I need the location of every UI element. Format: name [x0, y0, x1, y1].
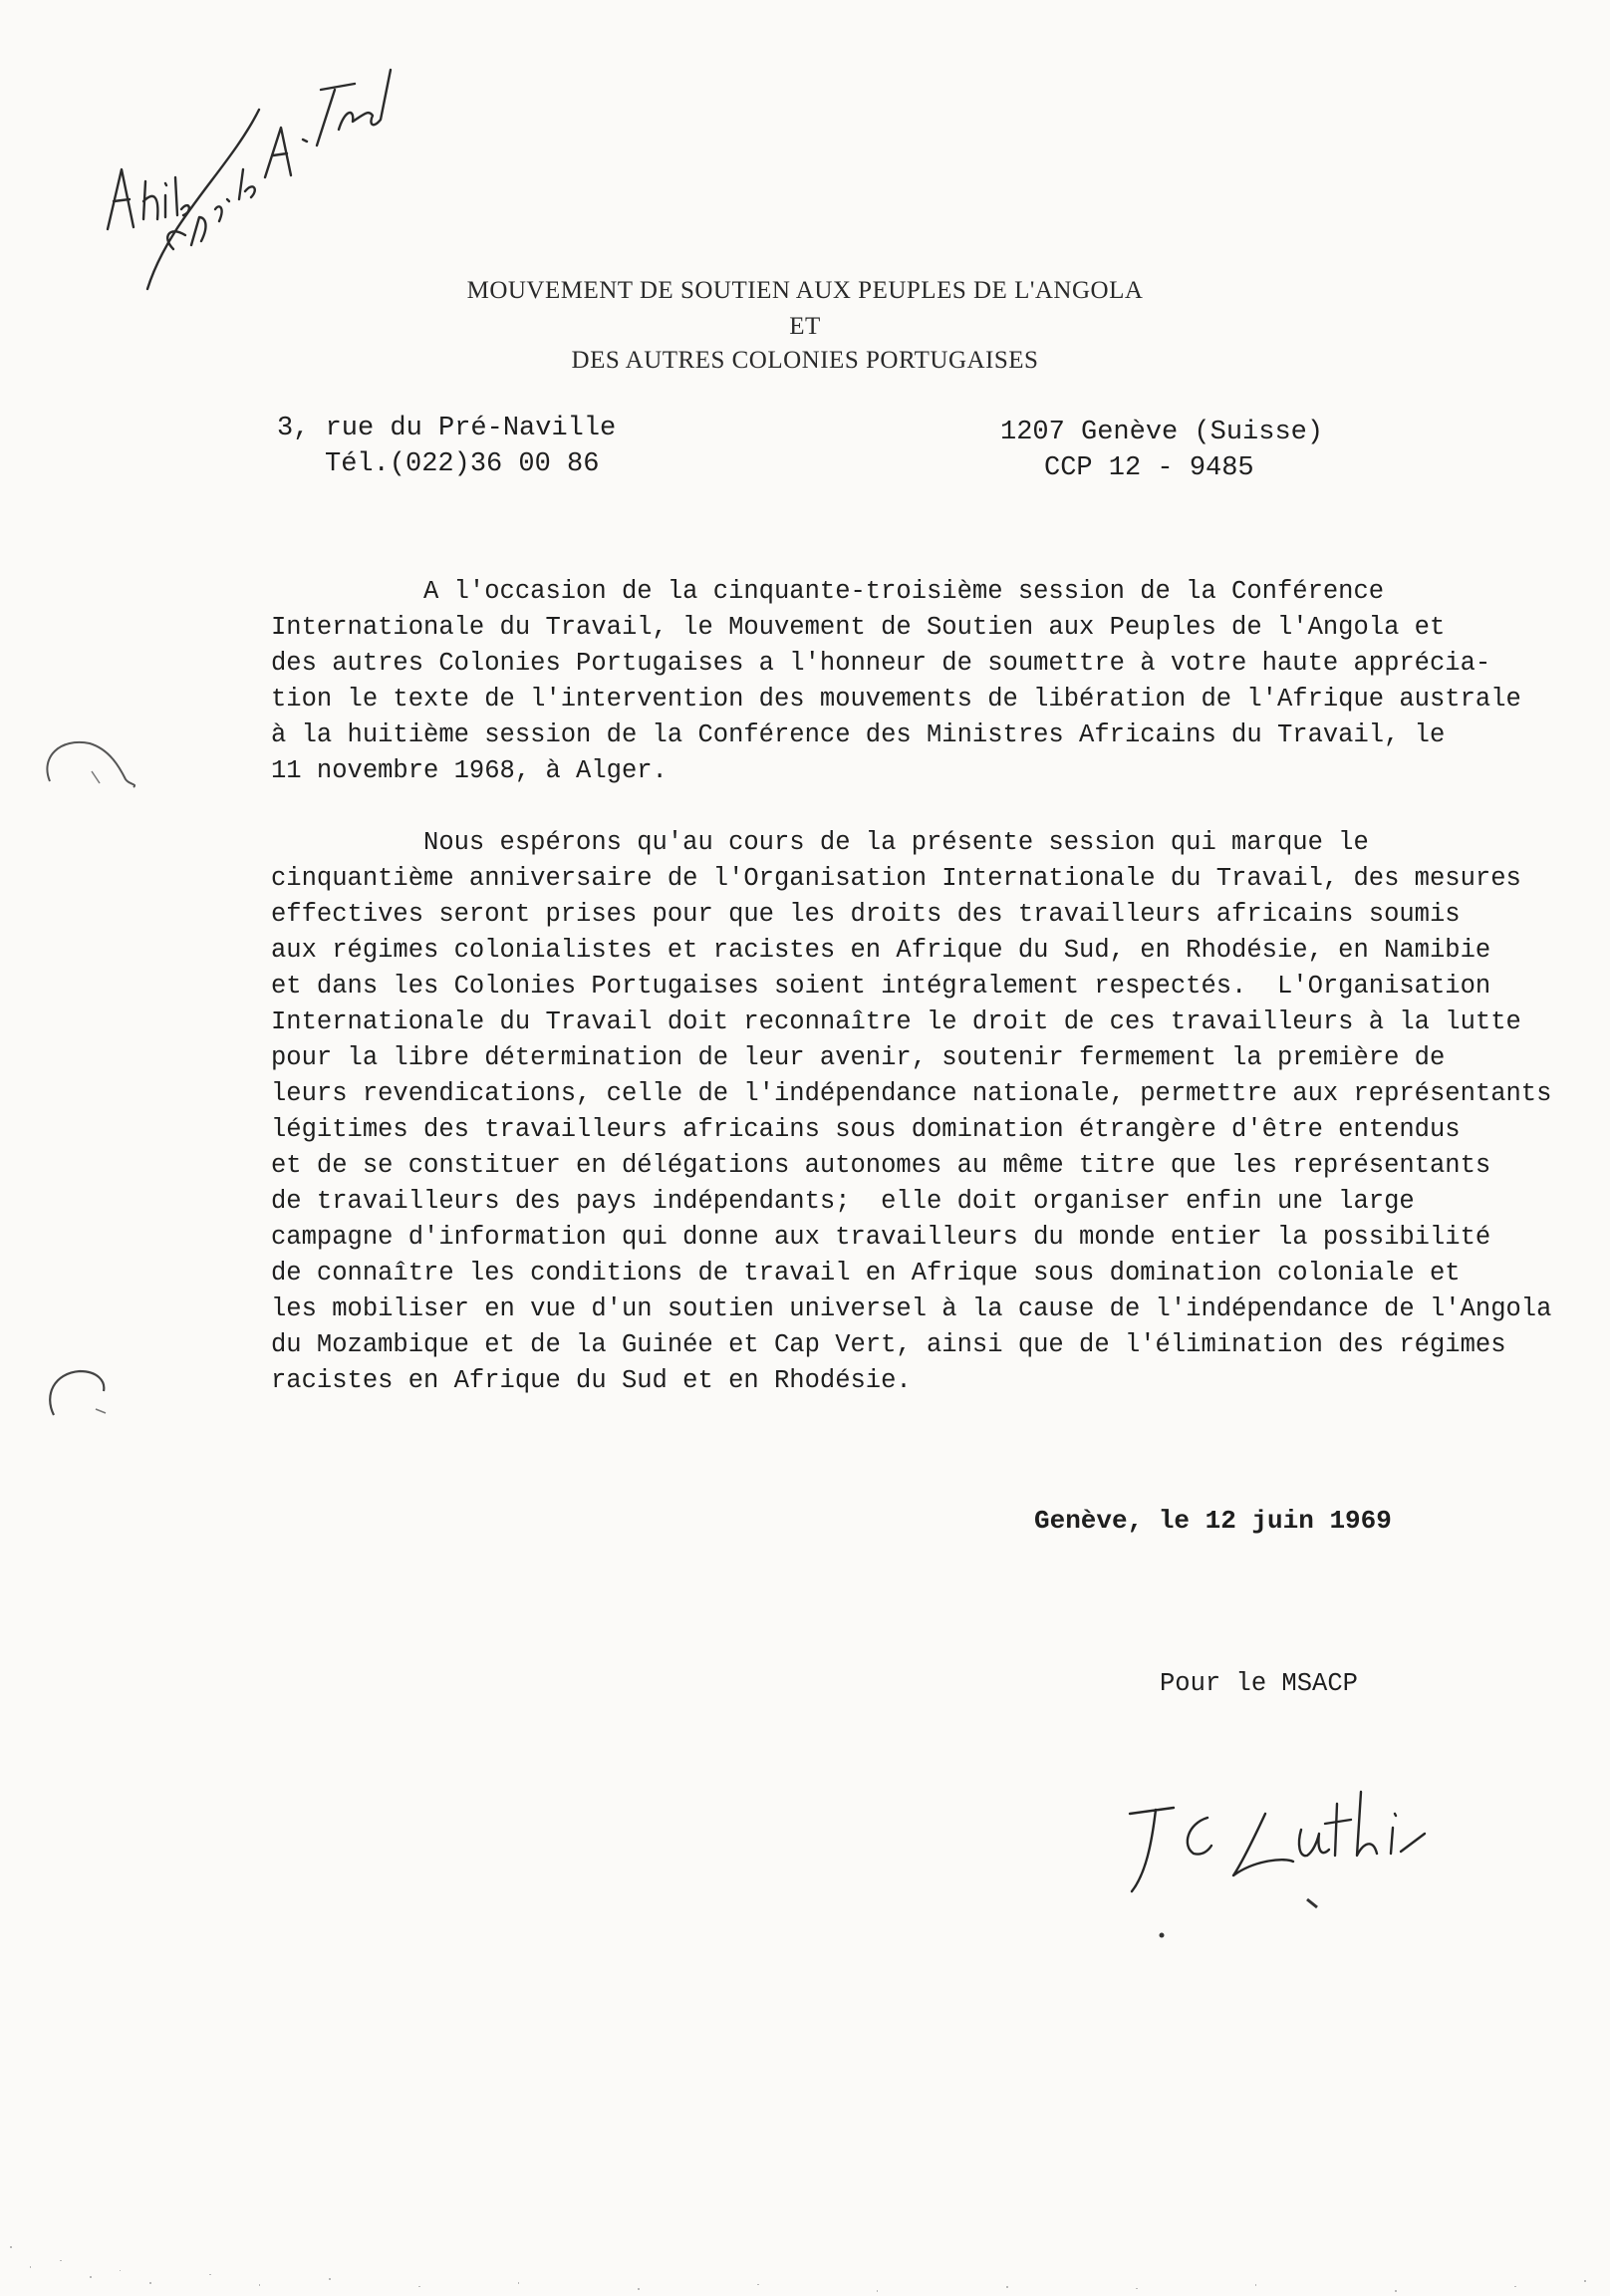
handwritten-signature [1116, 1784, 1435, 1953]
scan-noise [0, 2226, 1610, 2296]
punch-hole-mark [30, 727, 139, 797]
paragraph-line: du Mozambique et de la Guinée et Cap Vert, ainsi que de l'élimination des régimes [271, 1330, 1506, 1359]
paragraph-line: leurs revendications, celle de l'indépendance nationale, permettre aux représentants [271, 1079, 1552, 1108]
paragraph-line: Nous espérons qu'au cours de la présente session qui marque le [271, 828, 1369, 857]
paragraph-line: effectives seront prises pour que les droits des travailleurs africains soumis [271, 900, 1461, 929]
paragraph-line: à la huitième session de la Conférence des Ministres Africains du Travail, le [271, 720, 1446, 749]
city-address: 1207 Genève (Suisse) [1000, 418, 1324, 447]
paragraph-line: et dans les Colonies Portugaises soient intégralement respectés. L'Organisation [271, 972, 1491, 1001]
paragraph-line: racistes en Afrique du Sud et en Rhodésie. [271, 1366, 912, 1395]
paragraph-line: pour la libre détermination de leur avenir, soutenir fermement la première de [271, 1043, 1446, 1072]
paragraph-line: Internationale du Travail doit reconnaître le droit de ces travailleurs à la lutte [271, 1007, 1521, 1036]
paragraph-line: des autres Colonies Portugaises a l'honneur de soumettre à votre haute apprécia- [271, 649, 1491, 678]
signatory-line: Pour le MSACP [1160, 1669, 1358, 1698]
paragraph-line: cinquantième anniversaire de l'Organisation Internationale du Travail, des mesures [271, 864, 1521, 893]
organization-name-continued: DES AUTRES COLONIES PORTUGAISES [571, 347, 1039, 374]
paragraph-introduction [271, 574, 1521, 789]
punch-hole-mark [40, 1355, 120, 1435]
paragraph-demands [271, 825, 1551, 1399]
paragraph-line: aux régimes colonialistes et racistes en Afrique du Sud, en Rhodésie, en Namibie [271, 936, 1491, 965]
handwritten-annotation [70, 50, 428, 299]
paragraph-line: 11 novembre 1968, à Alger. [271, 756, 668, 785]
paragraph-line: les mobiliser en vue d'un soutien universel à la cause de l'indépendance de l'Angola [271, 1294, 1552, 1323]
paragraph-line: et de se constituer en délégations autonomes au même titre que les représentants [271, 1151, 1491, 1180]
paragraph-line: légitimes des travailleurs africains sous domination étrangère d'être entendus [271, 1115, 1461, 1144]
postal-account: CCP 12 - 9485 [1044, 453, 1254, 483]
street-address: 3, rue du Pré-Naville [277, 414, 617, 443]
paragraph-line: A l'occasion de la cinquante-troisième session de la Conférence [271, 577, 1385, 606]
paragraph-line: tion le texte de l'intervention des mouvements de libération de l'Afrique australe [271, 685, 1521, 714]
place-and-date: Genève, le 12 juin 1969 [1034, 1506, 1392, 1536]
paragraph-line: campagne d'information qui donne aux travailleurs du monde entier la possibilité [271, 1223, 1491, 1252]
header-conjunction: ET [789, 313, 821, 340]
paragraph-line: Internationale du Travail, le Mouvement de Soutien aux Peuples de l'Angola et [271, 613, 1446, 642]
organization-name: MOUVEMENT DE SOUTIEN AUX PEUPLES DE L'ANGOLA [466, 277, 1144, 304]
phone-number: Tél.(022)36 00 86 [325, 449, 600, 479]
paragraph-line: de travailleurs des pays indépendants; elle doit organiser enfin une large [271, 1187, 1415, 1216]
paragraph-line: de connaître les conditions de travail en Afrique sous domination coloniale et [271, 1259, 1461, 1288]
